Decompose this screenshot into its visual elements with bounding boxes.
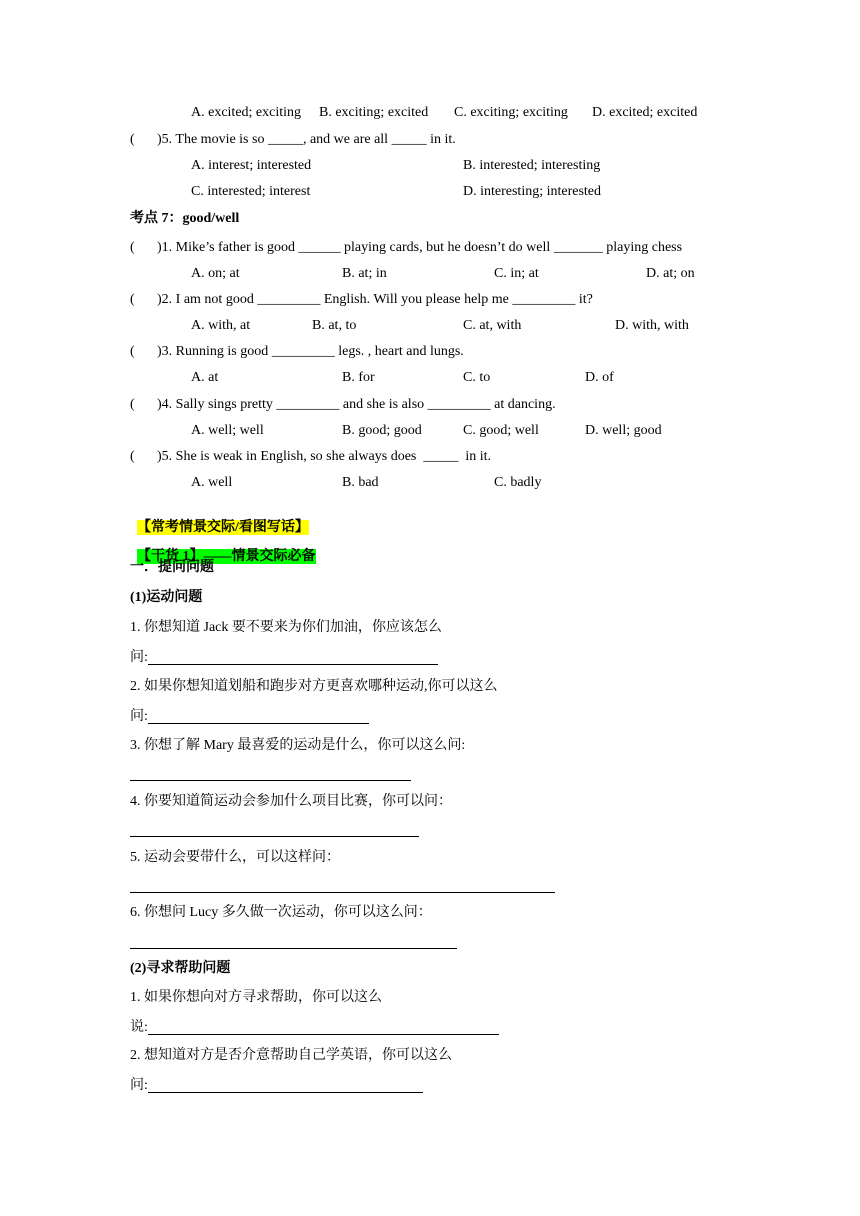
option-d: D. of <box>585 370 614 385</box>
answer-label: 说: <box>130 1020 148 1035</box>
prompt-line: 3. 你想了解 Mary 最喜爱的运动是什么，你可以这么问: <box>130 738 466 753</box>
subsection-title: (2)寻求帮助问题 <box>130 961 231 976</box>
answer-paren: ( <box>130 292 135 307</box>
option-d: D. excited; excited <box>592 105 698 120</box>
prompt-line: 6. 你想问 Lucy 多久做一次运动，你可以这么问： <box>130 905 432 920</box>
option-b: B. interested; interesting <box>463 158 601 173</box>
answer-label: 问: <box>130 709 148 724</box>
option-b: B. at, to <box>312 318 357 333</box>
answer-blank[interactable] <box>148 723 369 724</box>
option-c: C. interested; interest <box>191 184 311 199</box>
option-c: C. good; well <box>463 423 539 438</box>
answer-label: 问: <box>130 1078 148 1093</box>
question-stem: )5. She is weak in English, so she always does _____ in it. <box>157 449 492 464</box>
answer-paren: ( <box>130 397 135 412</box>
option-c: C. at, with <box>463 318 522 333</box>
option-b: B. good; good <box>342 423 422 438</box>
prompt-line: 2. 如果你想知道划船和跑步对方更喜欢哪种运动,你可以这么 <box>130 679 498 694</box>
answer-blank[interactable] <box>130 780 411 781</box>
question-stem: )4. Sally sings pretty _________ and she is also _________ at dancing. <box>157 397 556 412</box>
option-c: C. exciting; exciting <box>454 105 568 120</box>
answer-blank[interactable] <box>130 892 555 893</box>
answer-blank[interactable] <box>148 664 438 665</box>
option-d: D. well; good <box>585 423 662 438</box>
option-d: D. interesting; interested <box>463 184 602 199</box>
answer-blank[interactable] <box>130 836 419 837</box>
answer-blank[interactable] <box>148 1034 499 1035</box>
option-c: C. in; at <box>494 266 539 281</box>
option-a: A. at <box>191 370 219 385</box>
question-stem: )3. Running is good _________ legs. , heart and lungs. <box>157 344 464 359</box>
answer-paren: ( <box>130 240 135 255</box>
option-c: C. badly <box>494 475 542 490</box>
option-a: A. well; well <box>191 423 264 438</box>
prompt-line: 1. 如果你想向对方寻求帮助，你可以这么 <box>130 990 382 1005</box>
option-b: B. for <box>342 370 375 385</box>
prompt-line: 1. 你想知道 Jack 要不要来为你们加油，你应该怎么 <box>130 620 442 635</box>
option-b: B. exciting; excited <box>319 105 429 120</box>
prompt-line: 2. 想知道对方是否介意帮助自己学英语，你可以这么 <box>130 1048 452 1063</box>
question-stem: )5. The movie is so _____, and we are all _____ in it. <box>157 132 456 147</box>
answer-blank[interactable] <box>148 1092 423 1093</box>
answer-paren: ( <box>130 449 135 464</box>
option-d: D. at; on <box>646 266 695 281</box>
option-d: D. with, with <box>615 318 689 333</box>
option-b: B. bad <box>342 475 379 490</box>
answer-label: 问: <box>130 650 148 665</box>
prompt-line: 5. 运动会要带什么，可以这样问： <box>130 850 340 865</box>
part-title: 一．提问问题 <box>130 560 214 575</box>
option-a: A. interest; interested <box>191 158 312 173</box>
question-stem: )1. Mike’s father is good ______ playing cards, but he doesn’t do well _______ playing chess <box>157 240 683 255</box>
prompt-line: 4. 你要知道简运动会参加什么项目比赛，你可以问： <box>130 794 452 809</box>
banner-text: 【干货 1】——情景交际必备 <box>137 549 316 564</box>
option-a: A. excited; exciting <box>191 105 302 120</box>
answer-paren: ( <box>130 132 135 147</box>
option-b: B. at; in <box>342 266 387 281</box>
option-a: A. with, at <box>191 318 251 333</box>
answer-blank[interactable] <box>130 948 457 949</box>
subsection-title: (1)运动问题 <box>130 590 203 605</box>
option-c: C. to <box>463 370 491 385</box>
answer-paren: ( <box>130 344 135 359</box>
option-a: A. well <box>191 475 233 490</box>
banner-text: 【常考情景交际/看图写话】 <box>137 520 309 535</box>
option-a: A. on; at <box>191 266 240 281</box>
question-stem: )2. I am not good _________ English. Will you please help me _________ it? <box>157 292 593 307</box>
section-title: 考点 7：good/well <box>130 211 240 226</box>
